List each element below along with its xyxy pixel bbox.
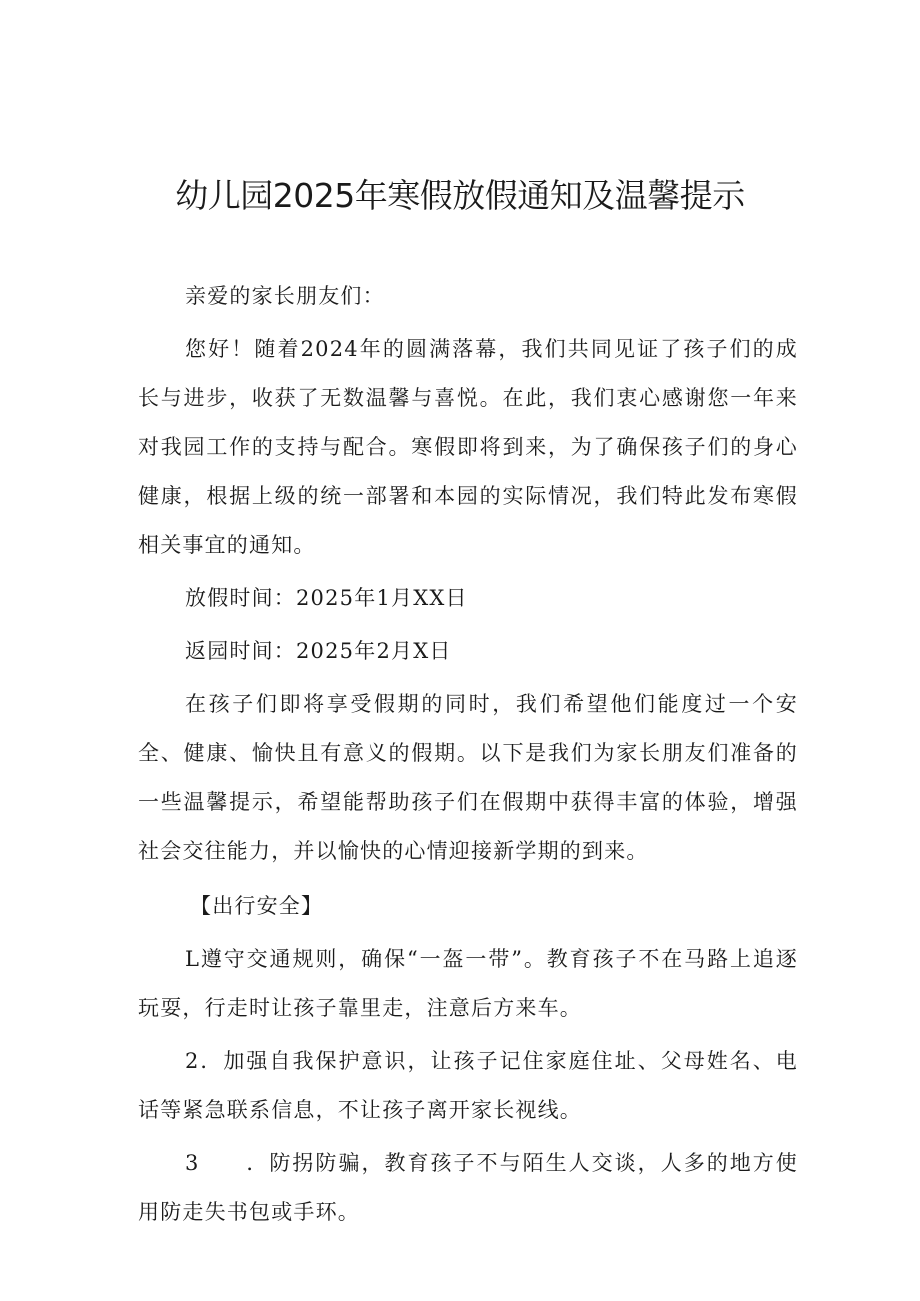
list-item: L遵守交通规则，确保“一盔一带”。教育孩子不在马路上追逐玩耍，行走时让孩子靠里走，注意后方来车。 <box>138 947 798 1020</box>
wishes-paragraph: 在孩子们即将享受假期的同时，我们希望他们能度过一个安全、健康、愉快且有意义的假期。以下是我们为家长朋友们准备的一些温馨提示，希望能帮助孩子们在假期中获得丰富的体验，增强社会交往能力，并以愉快的心情迎接新学期的到来。 <box>138 692 798 863</box>
list-item-number: 3 <box>185 1151 200 1175</box>
section-heading: 【出行安全】 <box>190 894 324 918</box>
document-body <box>138 272 798 1237</box>
list-item: 2．加强自我保护意识，让孩子记住家庭住址、父母姓名、电话等紧急联系信息，不让孩子离开家长视线。 <box>138 1049 798 1122</box>
return-date-line: 返园时间：2025年2月X日 <box>185 639 452 663</box>
page-title: 幼儿园2025年寒假放假通知及温馨提示 <box>175 176 745 215</box>
intro-paragraph: 您好！随着2024年的圆满落幕，我们共同见证了孩子们的成长与进步，收获了无数温馨与喜悦。在此，我们衷心感谢您一年来对我园工作的支持与配合。寒假即将到来，为了确保孩子们的身心健康，根据上级的统一部署和本园的实际情况，我们特此发布寒假相关事宜的通知。 <box>138 337 798 557</box>
list-item-text: ．防拐防骗，教育孩子不与陌生人交谈，人多的地方使用防走失书包或手环。 <box>138 1151 798 1224</box>
list-item <box>138 1139 798 1237</box>
salutation: 亲爱的家长朋友们： <box>185 284 385 308</box>
holiday-start-line: 放假时间：2025年1月XX日 <box>185 586 468 610</box>
